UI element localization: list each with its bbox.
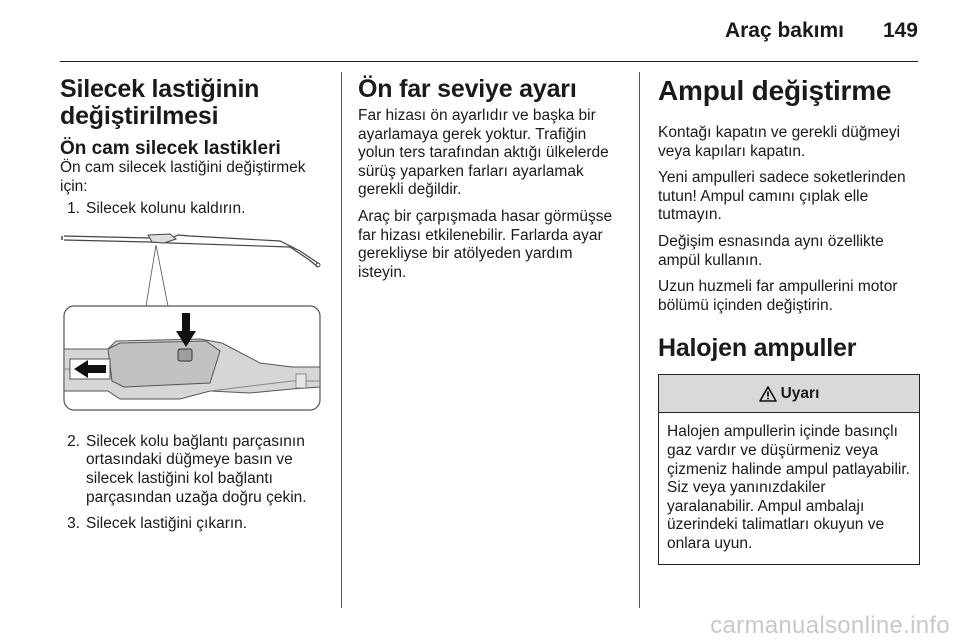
step-text: Silecek lastiğini çıkarın. [86, 515, 248, 533]
wiper-heading: Silecek lastiğinin değiştirilmesi [60, 75, 260, 130]
warning-text: Halojen ampullerin içinde basınçlı gaz vardır ve düşürmeniz veya çizmeniz halinde ampul patlayabilir. Siz veya yanınızdakiler yaralanabilir. Ampul ambalajı üzerindeki talimatları okuyun ve onlara uyun. [667, 423, 910, 552]
wiper-step [60, 433, 326, 507]
column-wiper-blade [60, 76, 326, 534]
step-text: Silecek kolunu kaldırın. [86, 200, 246, 218]
warning-header [659, 375, 919, 413]
warning-box [658, 374, 920, 564]
wiper-intro: Ön cam silecek lastiğini değiştirmek için: [60, 159, 306, 195]
page-number: 149 [882, 19, 918, 42]
bulb-heading: Ampul değiştirme [658, 75, 892, 106]
wiper-steps-list [60, 200, 326, 219]
headlight-para-1: Far hizası ön ayarlıdır ve başka bir ayarlamaya gerek yoktur. Trafiğin yolun ters tarafından aktığı ülkelerde sürüş yaparken farları ayarlamak gerekli değildir. [358, 107, 609, 199]
column-divider-2 [639, 72, 640, 608]
step-number: 2. [67, 432, 80, 450]
watermark: carmanualsonline.info [710, 612, 950, 639]
column-headlight-range [358, 76, 624, 282]
section-title: Araç bakımı [724, 19, 844, 42]
wiper-steps-list-cont [60, 433, 326, 534]
bulb-para-2: Yeni ampulleri sadece soketlerinden tutun! Ampul camını çıplak elle tutmayın. [658, 169, 906, 224]
wiper-arm-drawing [60, 231, 326, 421]
bulb-para-1: Kontağı kapatın ve gerekli düğmeyi veya kapıları kapatın. [658, 124, 901, 160]
headlight-para-2: Araç bir çarpışmada hasar görmüşse far hizası etkilenebilir. Farlarda ayar gerekliyse bir atölyeden yardım isteyin. [358, 207, 613, 281]
wiper-arm-illustration [60, 231, 326, 421]
warning-label: Uyarı [780, 384, 820, 402]
bulb-para-3: Değişim esnasında aynı özellikte ampül kullanın. [658, 232, 884, 269]
headlight-heading: Ön far seviye ayarı [358, 75, 577, 103]
halogen-heading: Halojen ampuller [658, 334, 857, 363]
wiper-step [60, 200, 326, 219]
column-bulb-replacement [658, 76, 920, 565]
wiper-step [60, 515, 326, 534]
warning-triangle-icon [759, 386, 777, 402]
bulb-para-4: Uzun huzmeli far ampullerini motor bölümü içinden değiştirin. [658, 278, 898, 314]
step-number: 1. [67, 200, 80, 218]
windshield-wiper-subheading: Ön cam silecek lastikleri [60, 138, 281, 159]
page-header [60, 0, 918, 62]
step-number: 3. [67, 515, 80, 533]
column-divider-1 [341, 72, 342, 608]
step-text: Silecek kolu bağlantı parçasının ortasındaki düğmeye basın ve silecek lastiğini kol bağlantı parçasından uzağa doğru çekin. [86, 432, 307, 506]
